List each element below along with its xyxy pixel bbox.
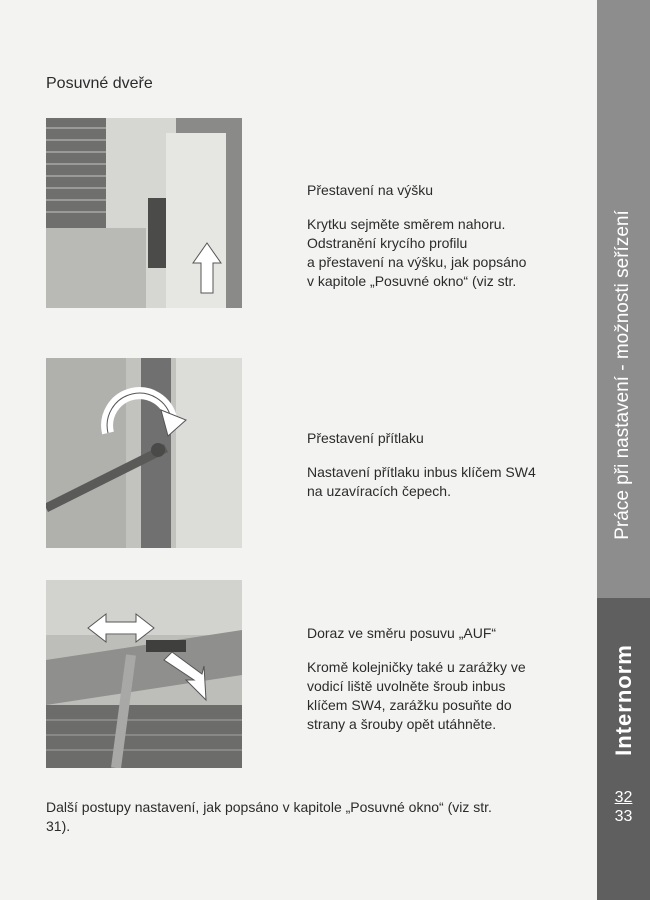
section-title: Přestavení přítlaku [307, 430, 424, 446]
section-line: Nastavení přítlaku inbus klíčem SW4 [307, 464, 536, 480]
section-line: v kapitole „Posuvné okno“ (viz str. [307, 273, 517, 289]
section-pressure [307, 429, 577, 501]
section-line: Krytku sejměte směrem nahoru. [307, 216, 506, 232]
section-title: Doraz ve směru posuvu „AUF“ [307, 625, 497, 641]
section-line: Odstranění krycího profilu [307, 235, 468, 251]
height-adjustment-photo [46, 118, 242, 308]
section-line: strany a šrouby opět utáhněte. [307, 716, 497, 732]
section-line: na uzavíracích čepech. [307, 483, 451, 499]
footer-line: Další postupy nastavení, jak popsáno v kapitole „Posuvné okno“ (viz str. [46, 799, 492, 815]
chapter-title: Práce při nastavení - možnosti seřízení [612, 210, 633, 540]
page-numbers [597, 788, 650, 826]
section-title: Přestavení na výšku [307, 182, 434, 198]
section-line: a přestavení na výšku, jak popsáno [307, 254, 527, 270]
footer-line: 31). [46, 818, 71, 834]
page-number: 33 [614, 808, 633, 825]
section-line: vodicí liště uvolněte šroub inbus [307, 678, 506, 694]
section-stop [307, 624, 577, 734]
pressure-adjustment-photo [46, 358, 242, 548]
section-line: klíčem SW4, zarážku posuňte do [307, 697, 512, 713]
section-line: Kromě kolejničky také u zarážky ve [307, 659, 526, 675]
page-heading: Posuvné dveře [46, 75, 153, 92]
section-height [307, 181, 577, 291]
brand-logo: Internorm [611, 644, 636, 756]
page-number: 32 [614, 789, 633, 806]
stop-adjustment-photo [46, 580, 242, 768]
footer-note [46, 798, 566, 836]
